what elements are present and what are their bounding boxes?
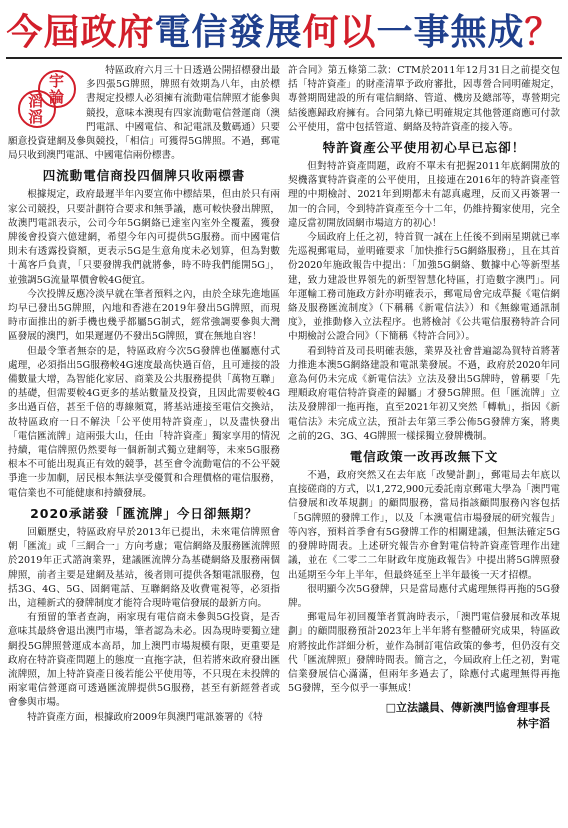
body-paragraph: 根據規定，政府最遲半年內要宣佈中標結果，但由於只有兩家公司競投，只要計劃符合要求和無爭議，應可較快發出牌照，故澳門電訊表示，公司今年5G網絡已達室內室外全覆蓋，獲發牌後會投資六億建網，希望今年內可提供5G服務。而中國電信則未有透露投資額，更表示5G是生意角度未必划算，但為對數十萬客戶負責，「只要發牌我們就將參，時不時我們能開5G」，並強調5G流量單價會較4G便宜。 [8, 189, 280, 286]
right-column [288, 64, 560, 732]
body-paragraph: 郵電局年初回覆筆者質詢時表示，「澳門電信發展和改革規劃」的顧問服務預計2023年上半年將有整體研究成果，特區政府將按此作詳細分析，並作為制訂電信政策的參考，但仍沒有交代「匯流牌照」發牌時間表。簡言之，今屆政府上任之初，對電信業發展信心滿滿，但兩年多過去了，除應付式處理無得再拖5G發牌，至今似乎一事無成！ [288, 612, 560, 695]
subheading: 2020承諾發「匯流牌」今日卻無期？ [30, 505, 258, 521]
body-paragraph: 但對特許資產問題，政府不單未有把握2011年底網開放的契機落實特許資產的公平使用，且接連在2016年的特許資產管理的中期檢討、2021年到期都未有認真處理，反而又再簽署一加一的合同，令到特許資產至今十二年，仍維持獨家使用，完全違反當初開放固網市場這方的初心！ [288, 161, 560, 229]
subheading: 特許資產公平使用初心早已忘卻！ [322, 140, 526, 156]
body-paragraph: 不過，政府突然又在去年底「改變計劃」，郵電局去年底以直接磋商的方式，以1,272,900元委託南京郵電大學為「澳門電信發展和改革規劃」的顧問服務，當局指該顧問服務內容包括「5G牌照的發牌工作」，以及「本澳電信市場發展的研究報告」等內容，預料首季會有5G發牌工作的相關建議，但無法確定5G的發牌時間表。上述研究報告亦會對電信特許資產管理作出建議，並在《二零二二年財政年度施政報告》中提出將5G牌照發出延期至今年上半年，但最終延至上半年最後一天才招標。 [288, 470, 560, 581]
body-paragraph: 今次投牌反應冷淡早就在筆者預料之內，由於全球先進地區均早已發出5G牌照，內地和香港在2019年發出5G牌照，而現時市面推出的新手機也幾乎都屬5G制式，經常強調要參與大灣區發展的澳門，如果遲遲仍不發出5G牌照，實在無地自容！ [8, 288, 280, 343]
headline-part-4: 一事無成 [376, 11, 525, 53]
body-paragraph: 看到特首及司長明確表態，業界及社會普遍認為賀特首將著力推進本澳5G網絡建設和電訊業發展。不過，政府於2020年同意為何仍未完成《新電信法》立法及發出5G牌時，曾稱要「先理順政府電信特許資產的歸屬」才發5G牌照。但「匯流牌」立法及發牌卻一拖再拖，直至2021年初又突然「轉軌」，指因《新電信法》未完成立法，預計去年第三季公佈5G發牌方案，將奧之前的2G、3G、4G牌照一樣採獨立發牌機制。 [288, 345, 560, 442]
author-byline [288, 700, 560, 732]
headline-part-1: 今屆政府 [6, 11, 155, 53]
body-paragraph: 回顧歷史，特區政府早於2013年已提出，未來電信牌照會朝「匯流」或「三網合一」方向考慮；電信網絡及服務匯流牌照於2019年正式諮詢業界，建議匯流牌分為基礎網絡及服務兩個牌照，前者主要是建網及基站，後者則可提供各類電訊服務，包括3G、4G、5G、固網電話、互聯網絡及收費電視等，必須指出，這種新式的發牌制度才能符合現時電信發展的最新方向。 [8, 526, 280, 609]
headline [6, 4, 562, 54]
badge-char: 論 [49, 88, 65, 106]
subheading: 電信政策一改再改無下文 [349, 449, 499, 465]
badge-char: 滔 [28, 92, 44, 110]
column-logo-badge [16, 68, 78, 128]
headline-part-3: 何以 [302, 11, 377, 53]
headline-part-5: ？ [524, 11, 562, 53]
body-paragraph: 許合同》第五條第二款：CTM於2011年12月31日之前提交包括「特許資產」的財產清單予政府審批，因專營合同明確規定，專營期間建設的所有電信網絡、管道、機房及總部等，專營期完結後應歸政府擁有。合同第九條已明確規定其他營運商應可付款公平使用，當中包括管道、網絡及特許資產的接入等。 [288, 65, 560, 133]
author-title: □立法議員、傳新澳門協會理事長 [385, 701, 550, 715]
body-paragraph: 今屆政府上任之初，特首賀一誠在上任後不到兩星期就已率先巡視郵電局，並明確要求「加快推行5G網絡服務」，且在其首份2020年施政報告中提出：「加強5G網絡、數據中心等新型基建，致力建設世界領先的新型智慧化特區，打造數字澳門」。同年運輸工務司施政方針亦明確表示，郵電局會完成草擬《電信網絡及服務匯流制度》（下稱稱《新電信法》）和《無線電通訊制度》，並推動修入立法程序。也將檢討《公共電信服務特許合同中期檢討公證合同》（下簡稱《特許合同》）。 [288, 232, 560, 343]
badge-char: 滔 [28, 108, 44, 126]
subheading: 四流動電信商投四個牌只收兩標書 [42, 168, 246, 184]
body-paragraph: 很明顯今次5G發牌，只是當局應付式處理無得再拖的5G發牌。 [288, 583, 560, 609]
headline-part-2: 電信發展 [154, 11, 303, 53]
intro-paragraph: 特區政府六月三十日透過公開招標發出最多四張5G牌照，牌照有效期為八年，由於標書規定投標人必須擁有流動電信牌照才能參與競投，意味本澳現有四家流動電信營運商（澳門電訊、中國電信、和記電訊及數碼通）只要願意投資建網及參與競投，「相信」可獲得5G牌照。不過，郵電局只收到澳門電訊、中國電信兩份標書。 [8, 65, 280, 162]
body-paragraph: 特許資產方面，根據政府2009年與澳門電訊簽署的《特 [27, 711, 263, 723]
author-name: 林宇滔 [517, 717, 550, 731]
left-column [8, 64, 280, 725]
body-paragraph: 有預留的筆者查詢，兩家現有電信商未參與5G投資，是否意味其最終會退出澳門市場，筆者認為未必。因為現時要獨立建網投5G牌照營運成本高昂，加上澳門市場規模有限，更重要是政府在特許資產問題上的態度一直拖字訣，但若將來政府發出匯流牌照，加上特許資產日後若能公平使用等，不只現在未投牌的兩家電信營運商可透過匯流牌提供5G服務，甚至有新經營者或會參與市場。 [8, 612, 280, 709]
headline-divider [6, 57, 562, 59]
badge-char: 宇 [49, 72, 65, 90]
body-paragraph: 但最令筆者無奈的是，特區政府今次5G發牌也僅屬應付式處理，必須指出5G服務較4G速度最高快過百倍，且可連接的設備數量大增，為智能化家居、商業及公共服務提供「萬物互聯」的基礎，但需要較4G更多的基站數量及投資，且因此需要較4G多出過百倍，甚至千倍的專線頻寬，將基站連接至電信交換站，故特區政府一日不解決「公平使用特許資產」，以及盡快發出「電信匯流牌」這兩張大山，任由「特許資產」獨家享用的情況持續，電信牌照仍然要每一個新制式獨立建網等，未來5G服務根本不可能出現真正有效的競爭，甚至會令流動電信的不公平競爭進一步加劇，居民根本無法享受優質和合理價格的電信服務，電信業也不可能健康和持續發展。 [8, 345, 280, 499]
